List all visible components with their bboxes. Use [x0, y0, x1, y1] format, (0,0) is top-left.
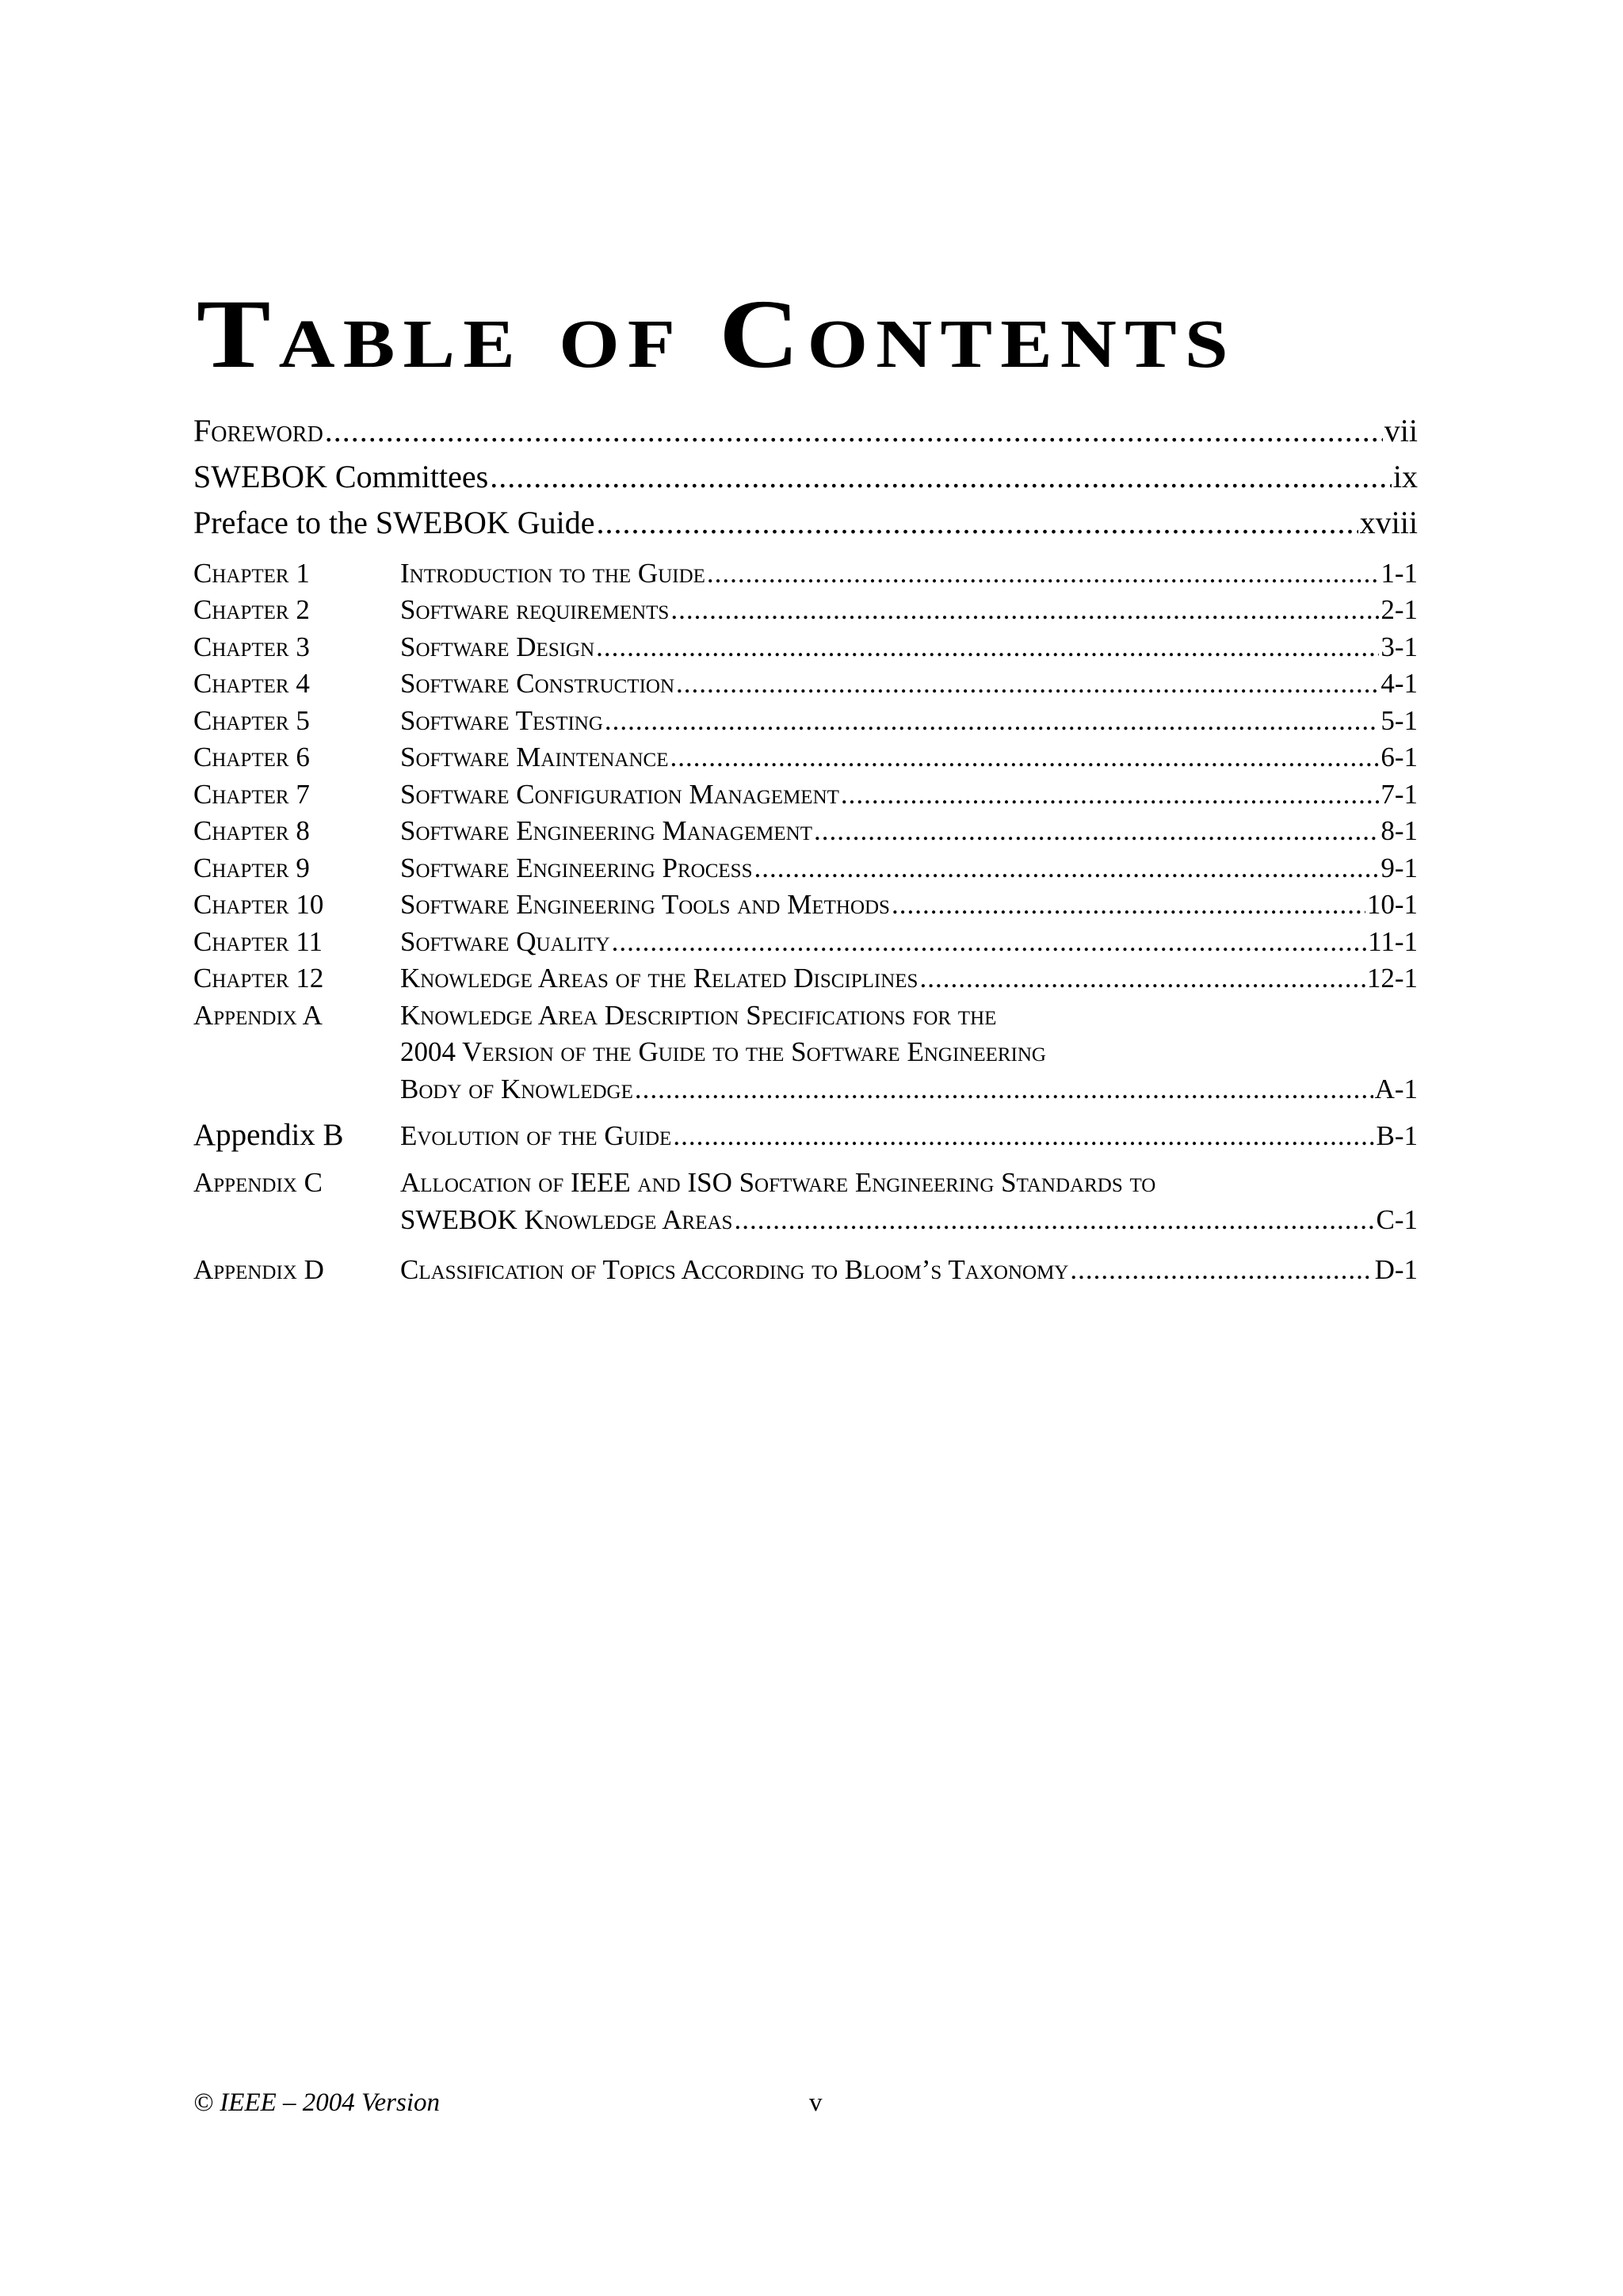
chapter-page: 12-1: [1366, 963, 1418, 994]
chapter-title: Software Testing: [400, 705, 603, 736]
toc-entry-chapter[interactable]: [193, 594, 1418, 626]
toc-entry-chapter[interactable]: [193, 631, 1418, 663]
appendix-number: Appendix A: [193, 1000, 323, 1031]
leader-dots: [612, 926, 1367, 958]
leader-dots: [670, 742, 1379, 773]
chapter-title: Software Engineering Process: [400, 852, 753, 883]
appendix-page: B-1: [1376, 1120, 1418, 1151]
chapter-number: Chapter 7: [193, 779, 310, 810]
chapter-title: Software Engineering Management: [400, 815, 812, 846]
chapter-page: 2-1: [1381, 594, 1418, 625]
chapter-page: 4-1: [1381, 668, 1418, 699]
footer-copyright: © IEEE – 2004 Version: [193, 2088, 441, 2117]
chapter-number: Chapter 11: [193, 926, 323, 957]
chapter-number: Chapter 8: [193, 815, 310, 846]
leader-dots: [754, 852, 1380, 884]
toc-entry-chapter[interactable]: [193, 779, 1418, 810]
toc-entry-chapter[interactable]: [193, 889, 1418, 921]
chapter-title: Software Design: [400, 631, 595, 662]
toc-entry-title: Foreword: [193, 413, 323, 448]
chapter-page: 9-1: [1381, 852, 1418, 883]
toc-entry-page: ix: [1392, 459, 1418, 494]
chapter-page: 3-1: [1381, 631, 1418, 662]
appendix-number: Appendix D: [193, 1254, 324, 1285]
toc-entry-appendix-b[interactable]: [193, 1117, 1418, 1153]
chapter-title: Software requirements: [400, 594, 670, 625]
chapter-title: Software Configuration Management: [400, 779, 839, 810]
toc-entry-appendix-a[interactable]: [193, 1000, 1418, 1032]
toc-entry-appendix-d[interactable]: [193, 1254, 1418, 1286]
leader-dots: [635, 1074, 1373, 1105]
appendix-page: C-1: [1376, 1204, 1418, 1235]
toc-entry-chapter[interactable]: [193, 852, 1418, 884]
toc-entry-committees[interactable]: [193, 458, 1418, 495]
appendix-number: Appendix C: [193, 1167, 323, 1198]
appendix-page: D-1: [1374, 1254, 1418, 1285]
footer-page-number: v: [809, 2088, 823, 2117]
toc-entry-page: vii: [1384, 413, 1418, 448]
chapter-page: 7-1: [1381, 779, 1418, 810]
toc-entry-title: Preface to the SWEBOK Guide: [193, 505, 595, 540]
chapter-page: 6-1: [1381, 742, 1418, 772]
leader-dots: [673, 1120, 1374, 1152]
appendix-title-line: Body of Knowledge: [400, 1074, 633, 1104]
chapter-title: Introduction to the Guide: [400, 558, 705, 589]
appendix-title: Evolution of the Guide: [400, 1120, 672, 1151]
appendix-title-line: Knowledge Area Description Specifications for the: [400, 1000, 997, 1031]
toc-entry-chapter[interactable]: [193, 705, 1418, 737]
chapter-page: 11-1: [1368, 926, 1418, 957]
chapter-title: Knowledge Areas of the Related Disciplines: [400, 963, 918, 994]
leader-dots: [892, 889, 1365, 921]
chapter-title: Software Construction: [400, 668, 675, 699]
toc-entry-foreword[interactable]: [193, 412, 1418, 449]
appendix-page: A-1: [1374, 1074, 1418, 1104]
toc-entry-chapter[interactable]: [193, 558, 1418, 589]
toc-entry-appendix-c-last[interactable]: [193, 1204, 1418, 1236]
toc-entry-appendix-c[interactable]: [193, 1167, 1418, 1199]
leader-dots: [605, 705, 1379, 737]
chapter-number: Chapter 6: [193, 742, 310, 772]
appendix-title: Classification of Topics According to Bloom’s Taxonomy: [400, 1254, 1069, 1285]
chapter-number: Chapter 9: [193, 852, 310, 883]
toc-entry-title: SWEBOK Committees: [193, 459, 489, 494]
leader-dots: [670, 594, 1379, 626]
leader-dots: [325, 412, 1383, 449]
chapter-number: Chapter 4: [193, 668, 310, 699]
chapter-number: Chapter 1: [193, 558, 310, 589]
toc-entry-chapter[interactable]: [193, 815, 1418, 847]
leader-dots: [676, 668, 1379, 700]
leader-dots: [1070, 1254, 1373, 1286]
leader-dots: [707, 558, 1379, 589]
toc-entry-chapter[interactable]: [193, 742, 1418, 773]
leader-dots: [596, 631, 1379, 663]
leader-dots: [597, 504, 1358, 541]
chapter-title: Software Maintenance: [400, 742, 669, 772]
toc-entry-chapter[interactable]: [193, 963, 1418, 994]
appendix-title-line: Allocation of IEEE and ISO Software Engineering Standards to: [400, 1167, 1156, 1198]
chapter-number: Chapter 2: [193, 594, 310, 625]
chapter-number: Chapter 3: [193, 631, 310, 662]
leader-dots: [490, 458, 1392, 495]
chapter-number: Chapter 12: [193, 963, 324, 994]
leader-dots: [814, 815, 1379, 847]
page-title: Table of Contents: [197, 280, 1236, 388]
leader-dots: [841, 779, 1379, 810]
chapter-number: Chapter 10: [193, 889, 324, 920]
chapter-page: 1-1: [1381, 558, 1418, 589]
toc-entry-page: xviii: [1359, 505, 1418, 540]
toc-entry-preface[interactable]: [193, 504, 1418, 541]
leader-dots: [734, 1204, 1374, 1236]
chapter-page: 5-1: [1381, 705, 1418, 736]
toc-entry-chapter[interactable]: [193, 668, 1418, 700]
appendix-number: Appendix B: [193, 1118, 344, 1152]
leader-dots: [919, 963, 1365, 994]
chapter-page: 10-1: [1366, 889, 1418, 920]
appendix-title-line: SWEBOK Knowledge Areas: [400, 1204, 733, 1235]
chapter-page: 8-1: [1381, 815, 1418, 846]
chapter-title: Software Quality: [400, 926, 610, 957]
toc-entry-chapter[interactable]: [193, 926, 1418, 958]
toc-entry-appendix-a-last[interactable]: [193, 1074, 1418, 1105]
chapter-title: Software Engineering Tools and Methods: [400, 889, 890, 920]
chapter-number: Chapter 5: [193, 705, 310, 736]
appendix-title-line: 2004 Version of the Guide to the Software Engineering: [400, 1036, 1046, 1067]
